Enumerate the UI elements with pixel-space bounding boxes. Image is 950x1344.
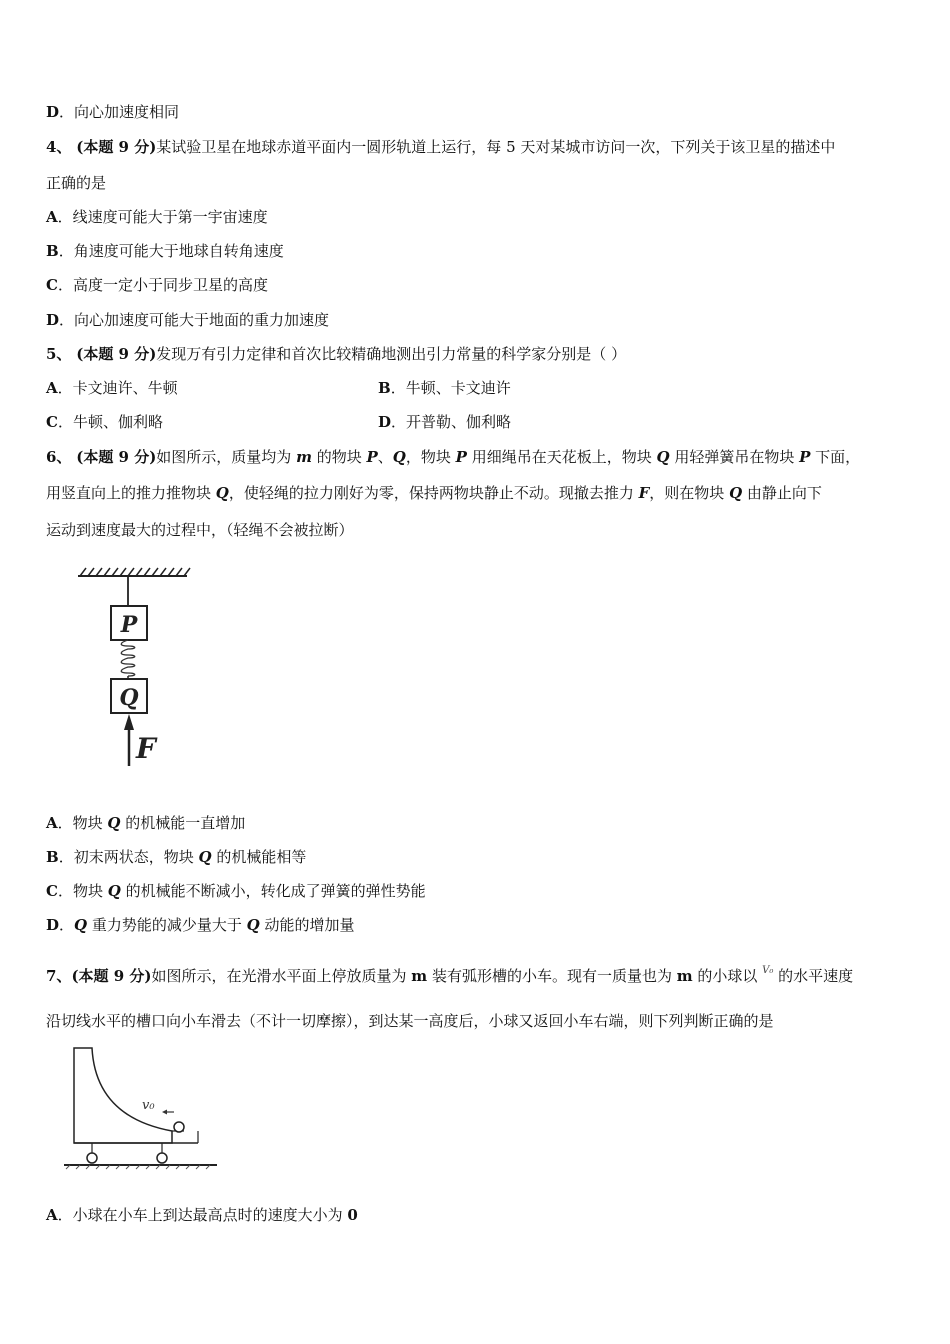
spring [121,640,135,676]
wheel-right [157,1153,167,1163]
q4-stem-line-1: 4、 (本题 9 分)某试验卫星在地球赤道平面内一圆形轨道上运行，每 5 天对某城市访问一次，下列关于该卫星的描述中 [46,138,836,156]
q5-stem: 5、 (本题 9 分)发现万有引力定律和首次比较精确地测出引力常量的科学家分别是（ ） [46,345,627,363]
q6-option-a: A．物块 Q 的机械能一直增加 [46,814,246,832]
q3-option-d: D．向心加速度相同 [46,103,180,121]
q5-option-b: B．牛顿、卡文迪许 [378,379,511,397]
q5-option-a: A．卡文迪许、牛顿 [46,379,178,397]
q5-option-c: C．牛顿、伽利略 [46,413,163,431]
q7-stem-line-1: 7、(本题 9 分)如图所示，在光滑水平面上停放质量为 m 装有弧形槽的小车。现有一质量也为 m 的小球以 $^{V_0}$ 的水平速度 [46,965,854,985]
cart-body [74,1048,172,1143]
q4-stem-line-2: 正确的是 [46,174,107,192]
q6-figure [70,566,200,776]
q6-option-c: C．物块 Q 的机械能不断减小，转化成了弹簧的弹性势能 [46,882,426,900]
q7-stem-line-2: 沿切线水平的槽口向小车滑去（不计一切摩擦），到达某一高度后，小球又返回小车右端，则下列判断正确的是 [46,1012,774,1030]
q7-figure [62,1045,222,1173]
force-arrow-head [124,714,134,730]
q6-stem-line-3: 运动到速度最大的过程中，（轻绳不会被拉断） [46,521,354,539]
q4-option-b: B．角速度可能大于地球自转角速度 [46,242,284,260]
force-label: F [136,732,156,765]
q4-option-a: A．线速度可能大于第一宇宙速度 [46,208,268,226]
v0-label: v₀ [142,1098,155,1113]
q6-stem-line-1: 6、 (本题 9 分)如图所示，质量均为 m 的物块 P、Q，物块 P 用细绳吊在天花板上，物块 Q 用轻弹簧吊在物块 P 下面， [46,448,861,466]
q6-option-d: D．Q 重力势能的减少量大于 Q 动能的增加量 [46,916,355,934]
q5-option-d: D．开普勒、伽利略 [378,413,512,431]
q6-option-b: B．初末两状态，物块 Q 的机械能相等 [46,848,307,866]
ceiling-hatch [80,568,190,576]
q4-option-d: D．向心加速度可能大于地面的重力加速度 [46,311,330,329]
q4-option-c: C．高度一定小于同步卫星的高度 [46,276,268,294]
block-q-label: Q [119,685,139,711]
q6-stem-line-2: 用竖直向上的推力推物块 Q，使轻绳的拉力刚好为零，保持两物块静止不动。现撤去推力 F，则在物块 Q 由静止向下 [46,484,822,502]
wheel-left [87,1153,97,1163]
ball [174,1122,184,1132]
q7-option-a: A．小球在小车上到达最高点时的速度大小为 0 [46,1206,358,1224]
block-p-label: P [120,612,138,638]
